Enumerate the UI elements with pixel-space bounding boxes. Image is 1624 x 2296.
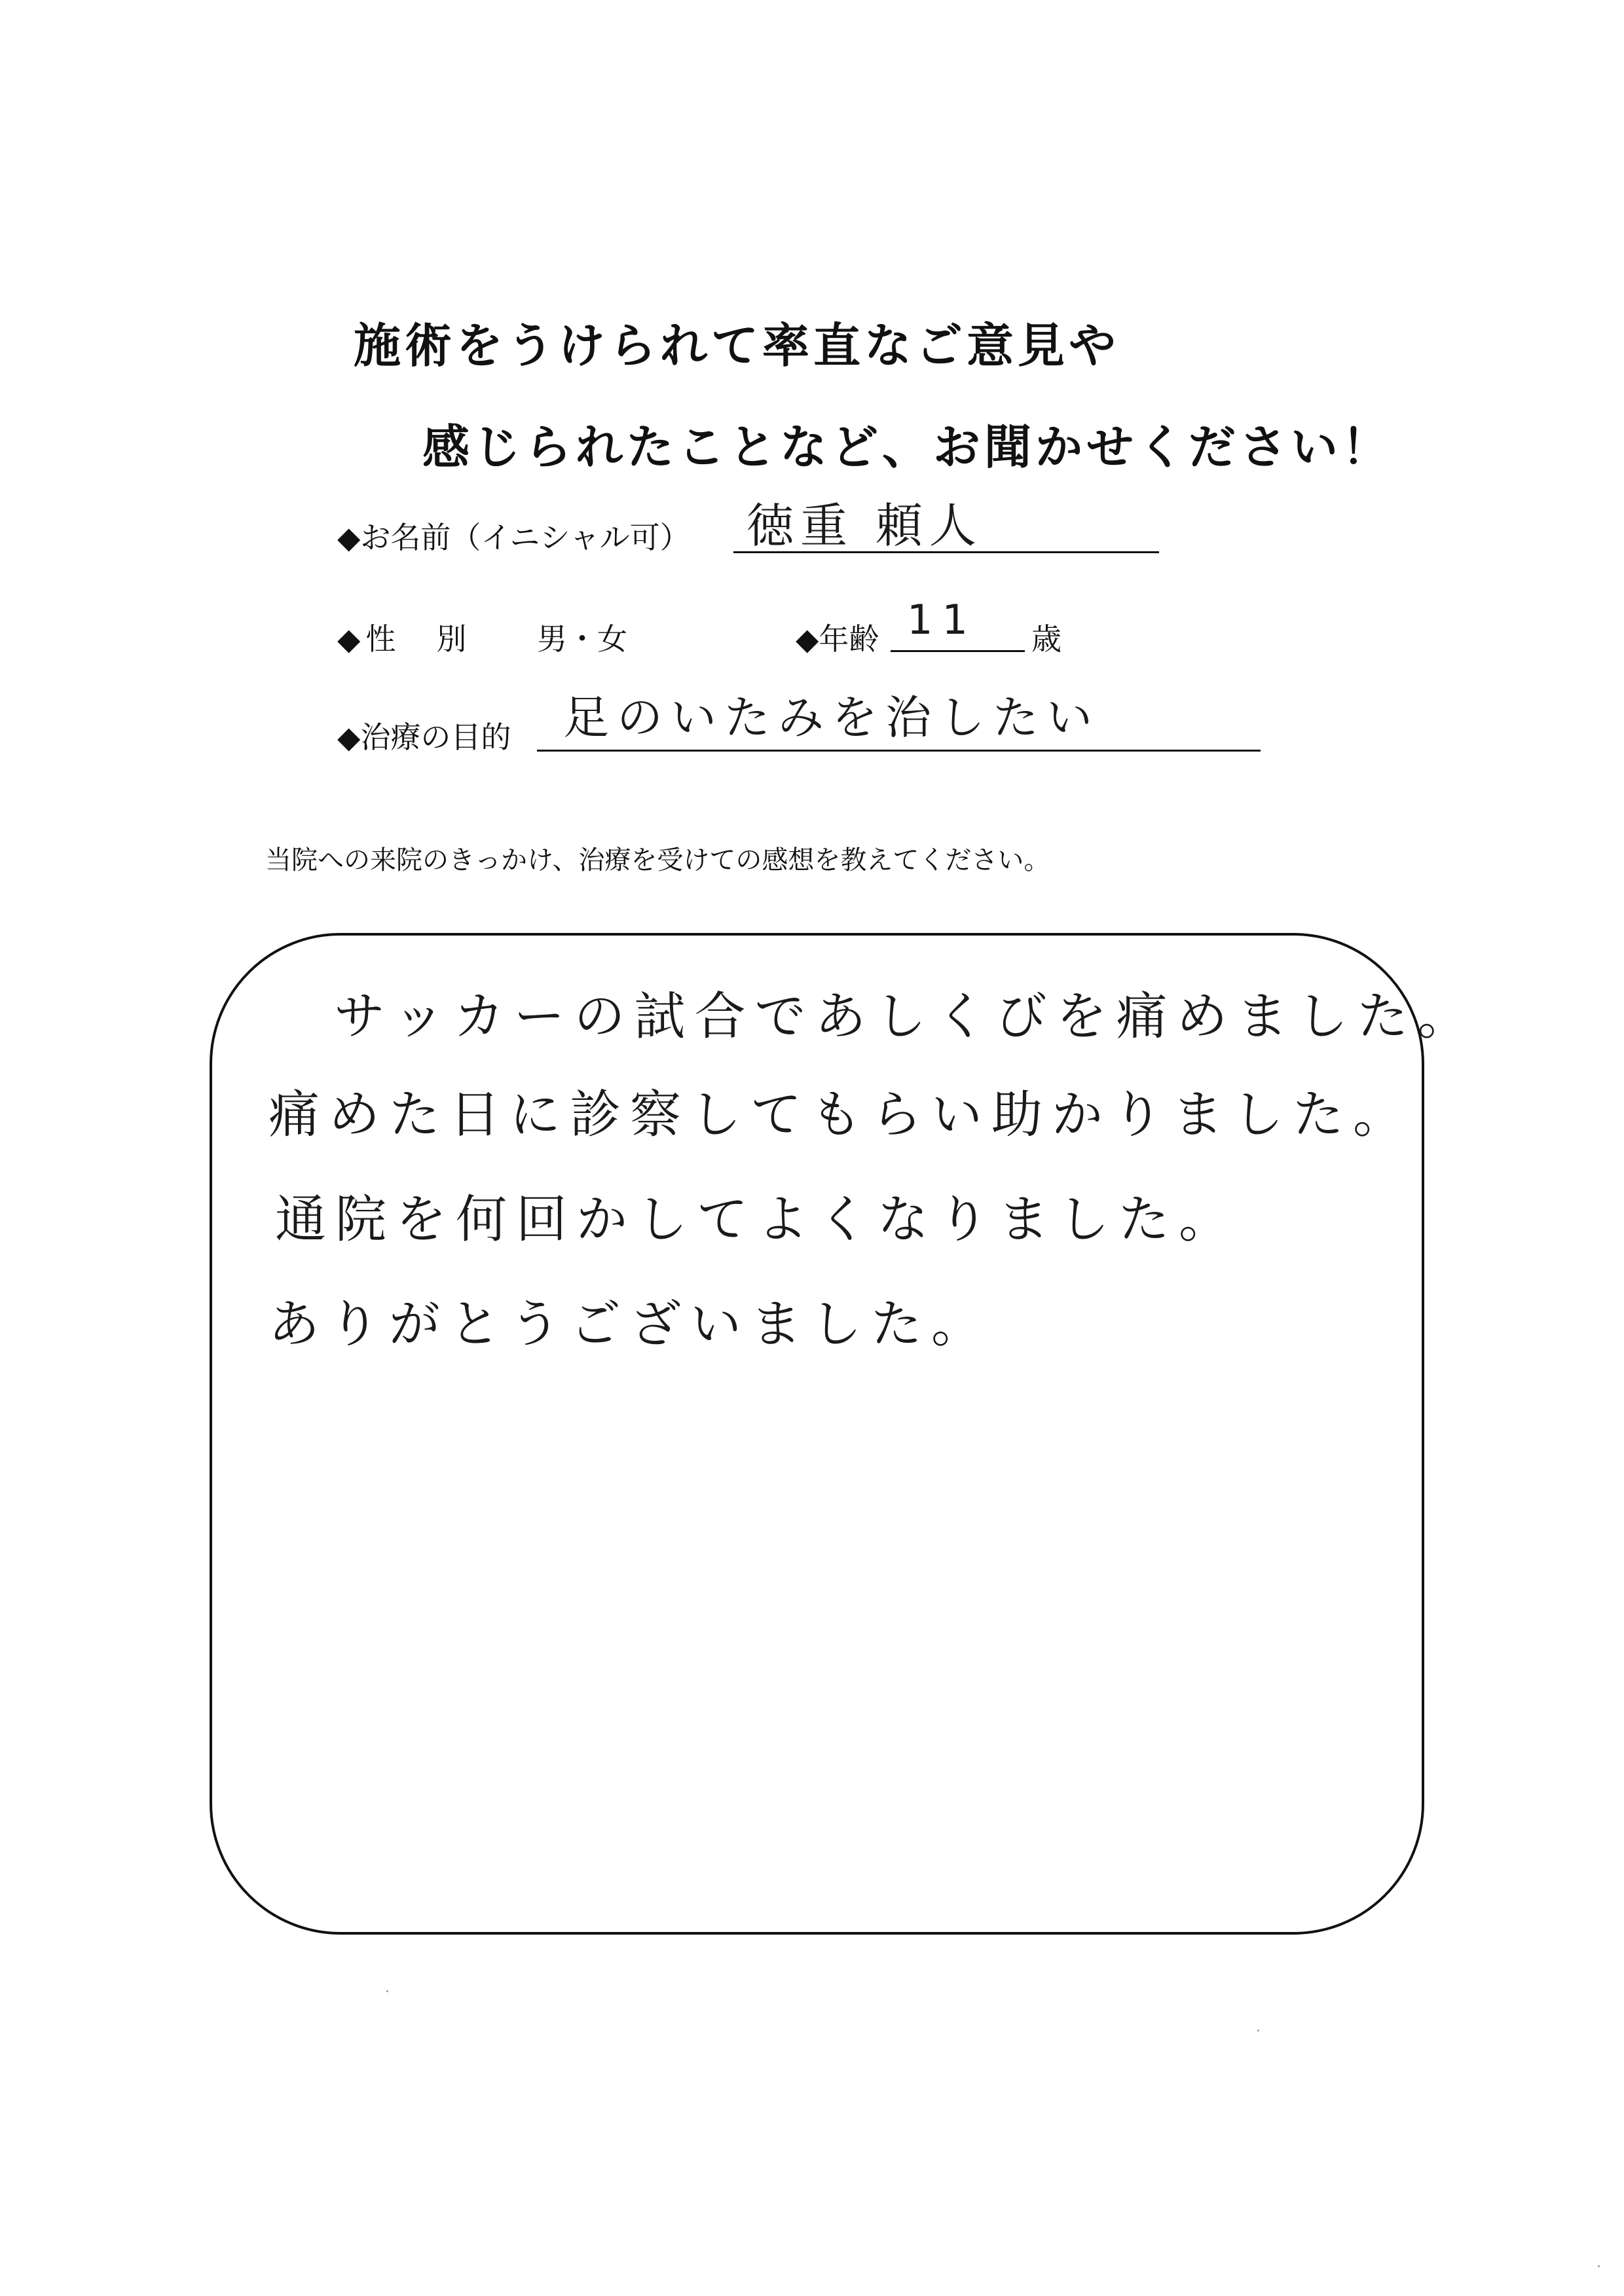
gender-label: ◆性 別 <box>337 621 472 657</box>
comment-line-3: 通院を何回かしてよくなりました。 <box>275 1190 1240 1249</box>
gender-options: 男・女 <box>537 621 627 657</box>
comment-line-1: サッカーの試合であしくびを痛めました。 <box>334 987 1478 1046</box>
comment-line-2: 痛めた日に診察してもらい助かりました。 <box>268 1085 1414 1144</box>
name-label: ◆お名前（イニシャル可） <box>337 520 690 555</box>
purpose-label: ◆治療の目的 <box>337 720 511 755</box>
form-title-line-1: 施術をうけられて率直なご意見や <box>354 318 1120 373</box>
comment-instruction: 当院への来院のきっかけ、治療を受けての感想を教えてください。 <box>265 845 1050 875</box>
age-unit: 歳 <box>1031 621 1061 657</box>
age-value: 11 <box>907 596 977 644</box>
form-title-line-2: 感じられたことなど、お聞かせください！ <box>422 420 1393 475</box>
scan-speck <box>386 1990 388 1992</box>
age-underline <box>891 650 1025 652</box>
purpose-value: 足のいたみを治したい <box>563 691 1100 744</box>
purpose-underline <box>537 750 1261 752</box>
scan-speck <box>1598 2265 1600 2267</box>
age-label: ◆年齢 <box>796 621 879 657</box>
name-value: 徳重 頼人 <box>747 498 983 553</box>
scan-speck <box>1257 2030 1259 2032</box>
comment-line-4: ありがとうございました。 <box>268 1295 992 1354</box>
name-underline <box>733 551 1159 553</box>
